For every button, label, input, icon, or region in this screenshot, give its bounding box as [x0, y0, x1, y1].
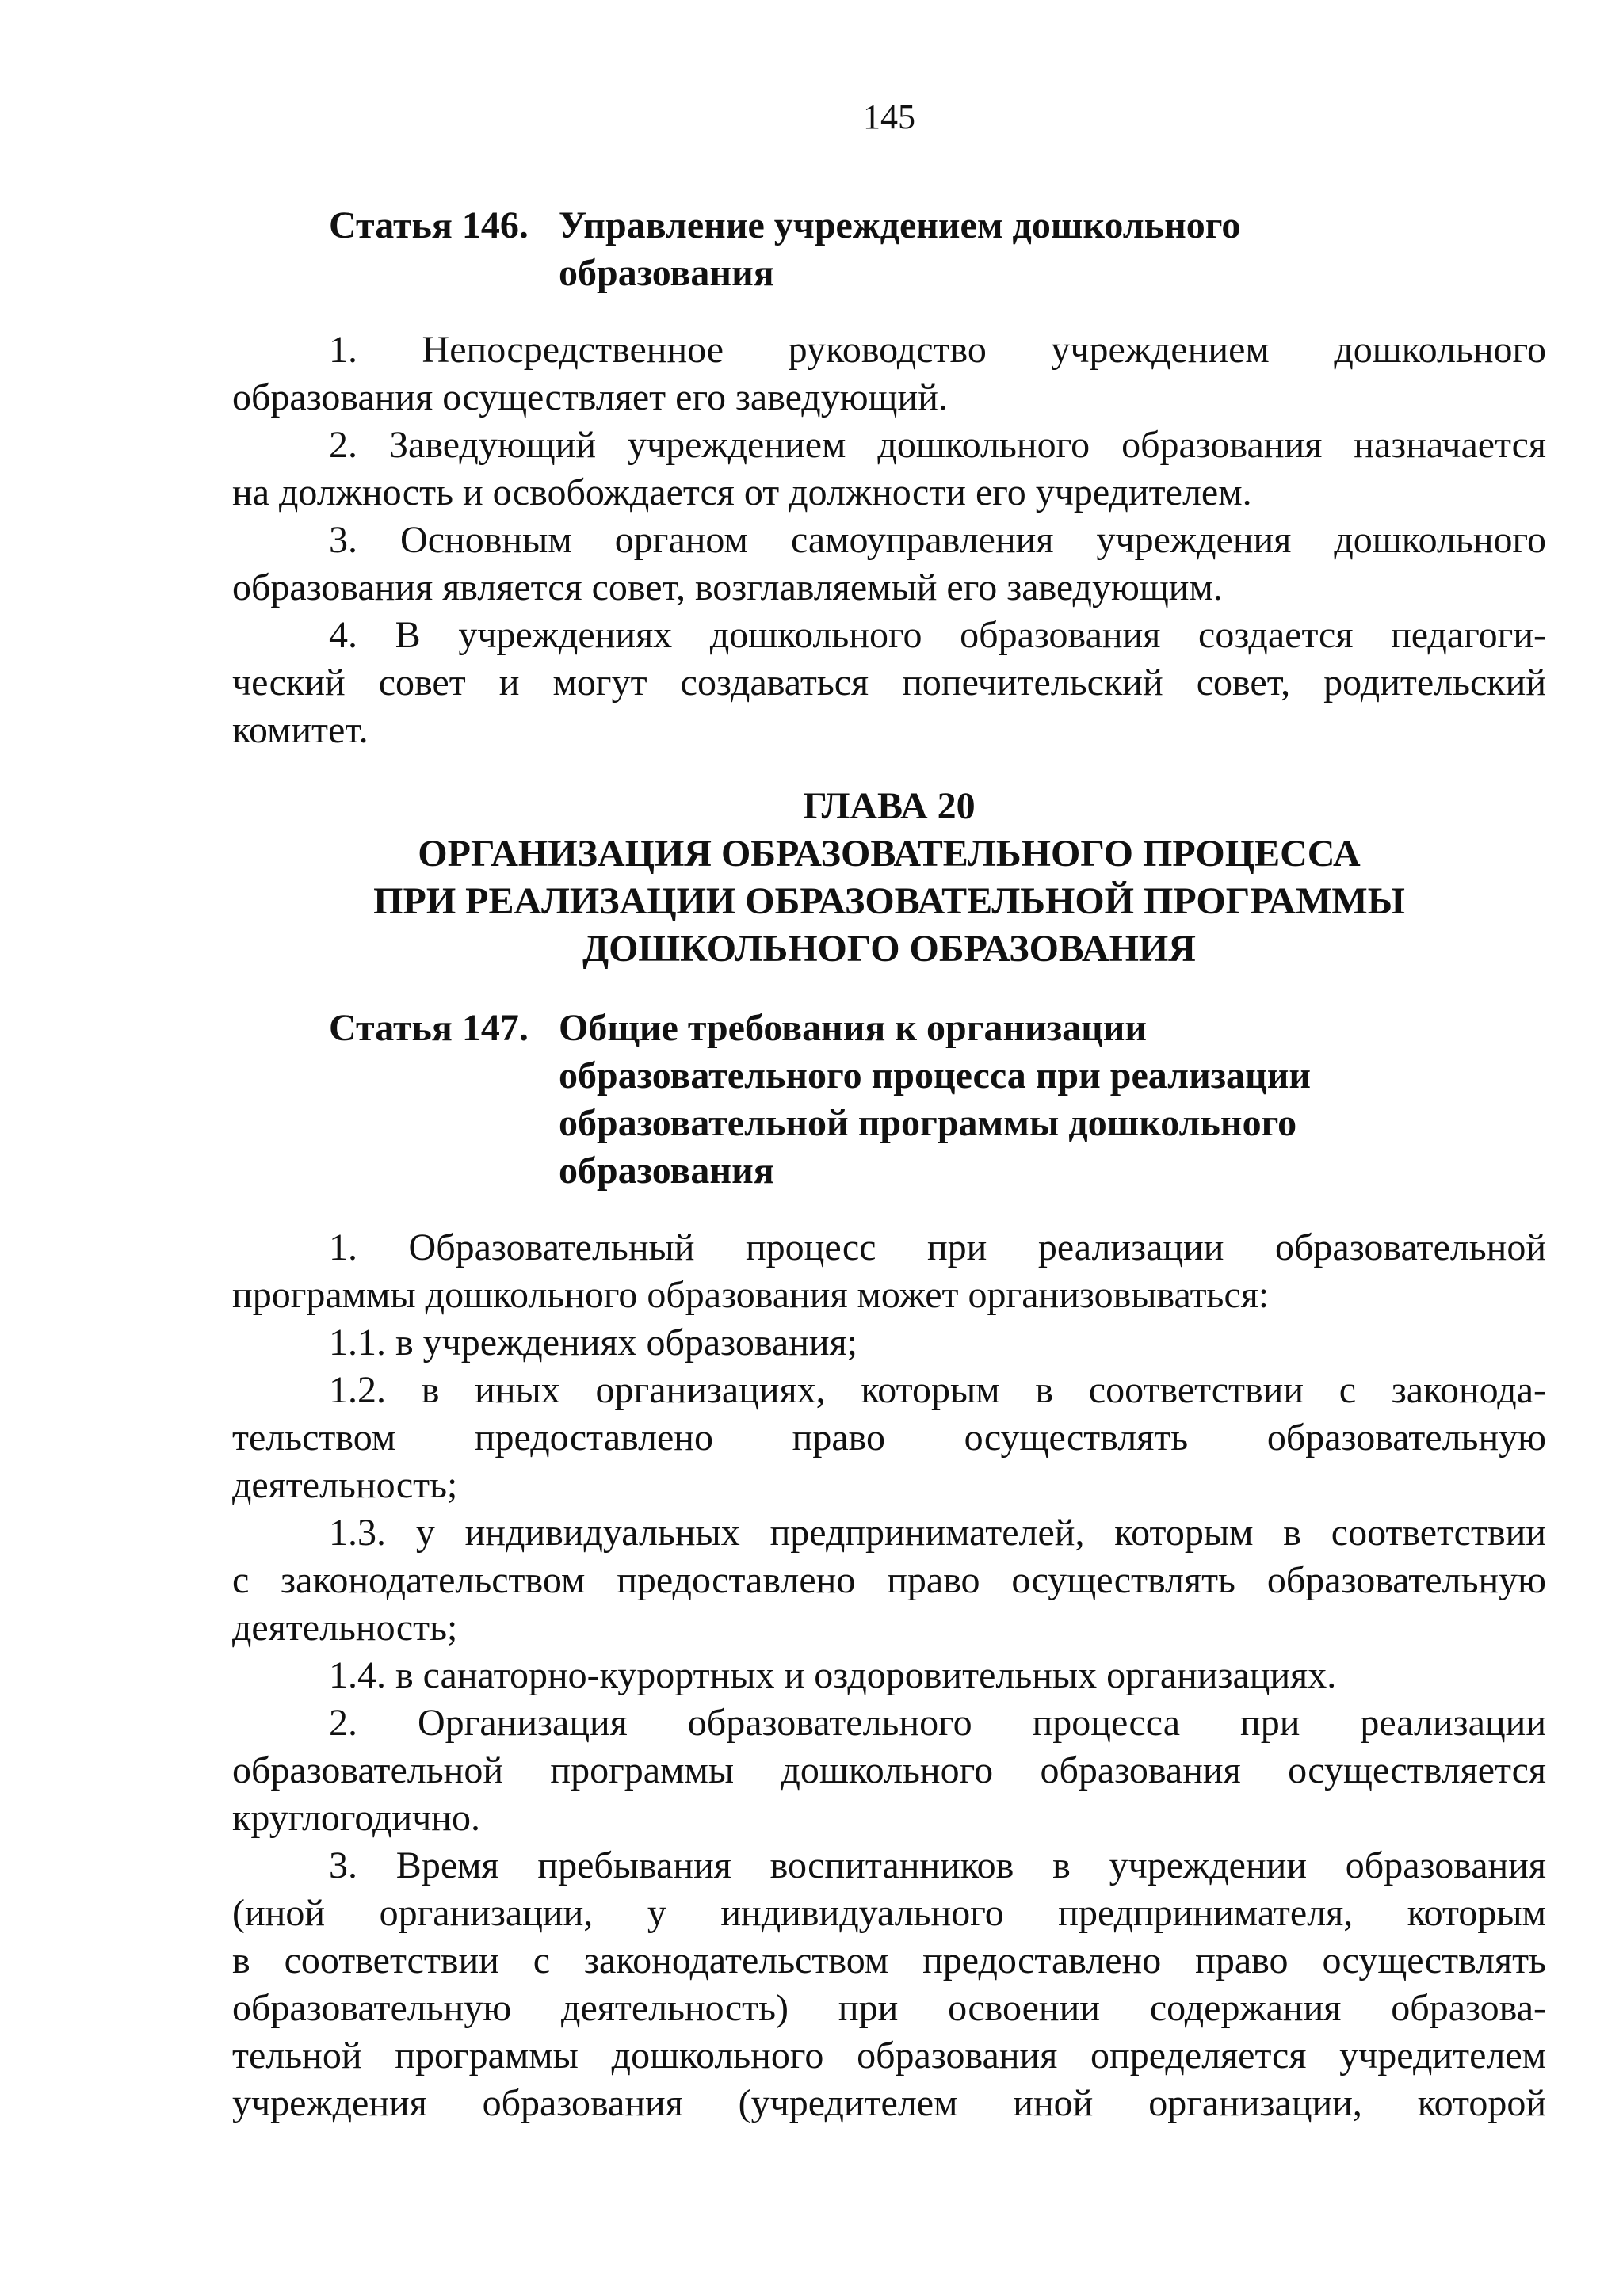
text-line: программы дошкольного образования может организовываться: [232, 1274, 1270, 1316]
text-line: 1.4. в санаторно-курортных и оздоровительных организациях. [329, 1654, 1337, 1696]
text-line: 3. Время пребывания воспитанников в учреждении образования [329, 1844, 1546, 1886]
article-147-number: Статья 147. [329, 1007, 529, 1049]
text-line: образования является совет, возглавляемый его заведующим. [232, 566, 1223, 608]
text-line: 1.1. в учреждениях образования; [329, 1322, 857, 1363]
article-146-title-line: Управление учреждением дошкольного [559, 204, 1241, 246]
article-147-paragraph-2 [232, 1699, 1546, 1842]
article-147-paragraph-1-1 [232, 1319, 1546, 1367]
article-147-paragraph-1 [232, 1224, 1546, 1319]
article-147-title-line: образовательной программы дошкольного [559, 1102, 1297, 1144]
text-line: учреждения образования (учредителем иной организации, которой [232, 2082, 1546, 2124]
chapter-heading-line: ГЛАВА 20 [803, 785, 976, 827]
article-147-title-line: образования [559, 1150, 774, 1192]
text-line: 2. Организация образовательного процесса при реализации [329, 1702, 1546, 1744]
page-number: 145 [863, 97, 915, 136]
article-147-title [559, 1005, 1438, 1195]
text-line: тельной программы дошкольного образования определяется учредителем [232, 2035, 1546, 2077]
text-line: 1. Образовательный процесс при реализации образовательной [329, 1226, 1546, 1268]
chapter-heading [232, 783, 1546, 973]
article-147-title-line: образовательного процесса при реализации [559, 1055, 1312, 1097]
text-line: образовательную деятельность) при освоении содержания образова- [232, 1987, 1546, 2029]
text-line: (иной организации, у индивидуального предпринимателя, которым [232, 1892, 1546, 1934]
article-146-paragraph-4 [232, 612, 1546, 754]
text-line: 1. Непосредственное руководство учреждением дошкольного [329, 329, 1546, 371]
chapter-heading-line: ДОШКОЛЬНОГО ОБРАЗОВАНИЯ [582, 928, 1196, 970]
text-line: с законодательством предоставлено право осуществлять образовательную [232, 1559, 1546, 1601]
text-line: комитет. [232, 709, 369, 751]
text-line: 1.3. у индивидуальных предпринимателей, которым в соответствии [329, 1512, 1546, 1554]
article-147-paragraph-1-3 [232, 1509, 1546, 1652]
text-line: ческий совет и могут создаваться попечительский совет, родительский [232, 662, 1546, 704]
text-line: круглогодично. [232, 1797, 480, 1839]
text-line: в соответствии с законодательством предоставлено право осуществлять [232, 1939, 1546, 1981]
text-line: образовательной программы дошкольного образования осуществляется [232, 1749, 1546, 1791]
article-147-paragraph-1-4 [232, 1652, 1546, 1699]
article-146-heading [329, 202, 1438, 297]
text-line: 4. В учреждениях дошкольного образования создается педагоги- [329, 614, 1546, 656]
chapter-heading-line: ПРИ РЕАЛИЗАЦИИ ОБРАЗОВАТЕЛЬНОЙ ПРОГРАММЫ [373, 880, 1405, 922]
article-147-heading [329, 1005, 1438, 1195]
article-146-number: Статья 146. [329, 204, 529, 246]
text-line: на должность и освобождается от должности его учредителем. [232, 471, 1252, 513]
article-146-title [559, 202, 1438, 297]
article-147-paragraph-1-2 [232, 1367, 1546, 1509]
text-line: тельством предоставлено право осуществлять образовательную [232, 1417, 1546, 1459]
article-146-paragraph-1 [232, 326, 1546, 421]
text-line: 1.2. в иных организациях, которым в соответствии с законода- [329, 1369, 1546, 1411]
article-146-paragraph-2 [232, 421, 1546, 517]
text-line: деятельность; [232, 1464, 458, 1506]
text-line: образования осуществляет его заведующий. [232, 376, 948, 418]
article-147-paragraph-3 [232, 1842, 1546, 2127]
text-line: 3. Основным органом самоуправления учреждения дошкольного [329, 519, 1546, 561]
article-147-title-line: Общие требования к организации [559, 1007, 1148, 1049]
article-146-title-line: образования [559, 252, 774, 294]
text-line: 2. Заведующий учреждением дошкольного образования назначается [329, 424, 1546, 466]
chapter-heading-line: ОРГАНИЗАЦИЯ ОБРАЗОВАТЕЛЬНОГО ПРОЦЕССА [418, 833, 1361, 875]
article-146-paragraph-3 [232, 517, 1546, 612]
text-line: деятельность; [232, 1607, 458, 1649]
